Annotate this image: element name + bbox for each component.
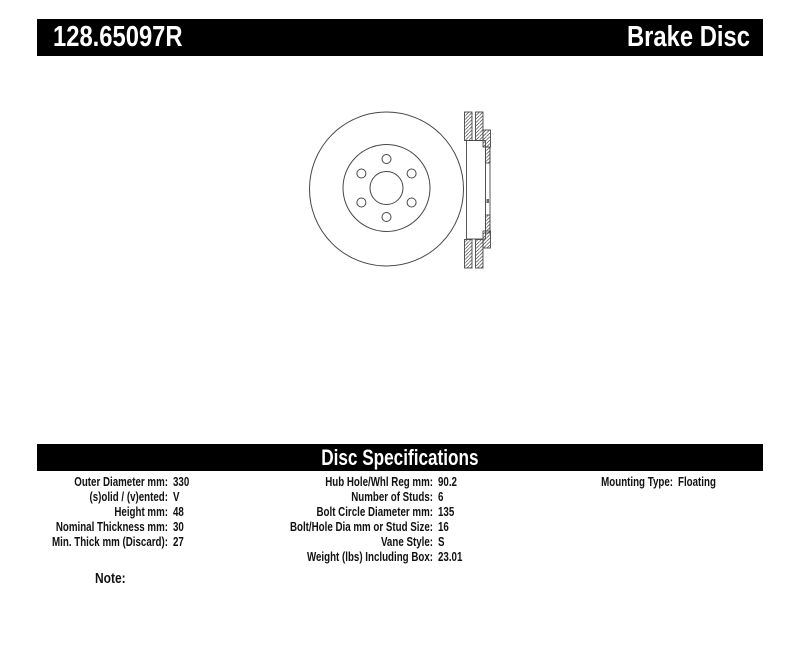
note-label: Note: <box>95 570 126 587</box>
spec-value: 330 <box>173 475 190 489</box>
spec-label: Nominal Thickness mm: <box>55 520 169 534</box>
spec-label: Height mm: <box>114 505 168 519</box>
brake-disc-front-view-icon <box>310 112 464 266</box>
spec-label: Bolt/Hole Dia mm or Stud Size: <box>289 520 433 534</box>
spec-label: Mounting Type: <box>601 475 673 489</box>
spec-row-nominal-thickness <box>0 520 194 535</box>
spec-row-min-thickness <box>0 535 194 550</box>
spec-label: Vane Style: <box>380 535 433 549</box>
spec-row-mounting-type <box>453 475 727 490</box>
spec-row-outer-diameter <box>0 475 194 490</box>
spec-value: V <box>173 490 180 504</box>
spec-row-hub-hole <box>213 475 469 490</box>
spec-value: S <box>438 535 445 549</box>
disc-specifications-title: Disc Specifications <box>321 445 479 470</box>
spec-label: Weight (lbs) Including Box: <box>306 550 433 564</box>
spec-value: 23.01 <box>438 550 463 564</box>
brake-disc-cross-section-icon <box>465 112 491 268</box>
spec-value: 16 <box>438 520 449 534</box>
spec-row-number-of-studs <box>213 490 469 505</box>
spec-value: 6 <box>438 490 444 504</box>
spec-value: 90.2 <box>438 475 457 489</box>
spec-value: 27 <box>173 535 184 549</box>
part-number: 128.65097R <box>53 21 183 53</box>
spec-label: Outer Diameter mm: <box>74 475 168 489</box>
spec-row-bolt-hole-dia <box>213 520 469 535</box>
spec-value: Floating <box>678 475 716 489</box>
spec-value: 30 <box>173 520 184 534</box>
spec-label: Bolt Circle Diameter mm: <box>316 505 433 519</box>
spec-label: Number of Studs: <box>351 490 433 504</box>
spec-column-hub-studs <box>213 475 469 565</box>
disc-specifications-bar <box>37 444 763 471</box>
spec-row-solid-vented <box>0 490 194 505</box>
spec-column-mounting <box>453 475 727 490</box>
spec-value: 48 <box>173 505 184 519</box>
spec-column-dimensions <box>0 475 194 550</box>
spec-label: Hub Hole/Whl Reg mm: <box>325 475 433 489</box>
spec-row-height <box>0 505 194 520</box>
spec-label: (s)olid / (v)ented: <box>89 490 168 504</box>
spec-row-bolt-circle-diameter <box>213 505 469 520</box>
product-type-title: Brake Disc <box>627 21 750 53</box>
spec-value: 135 <box>438 505 455 519</box>
spec-label: Min. Thick mm (Discard): <box>52 535 168 549</box>
spec-row-weight <box>213 550 469 565</box>
spec-row-vane-style <box>213 535 469 550</box>
